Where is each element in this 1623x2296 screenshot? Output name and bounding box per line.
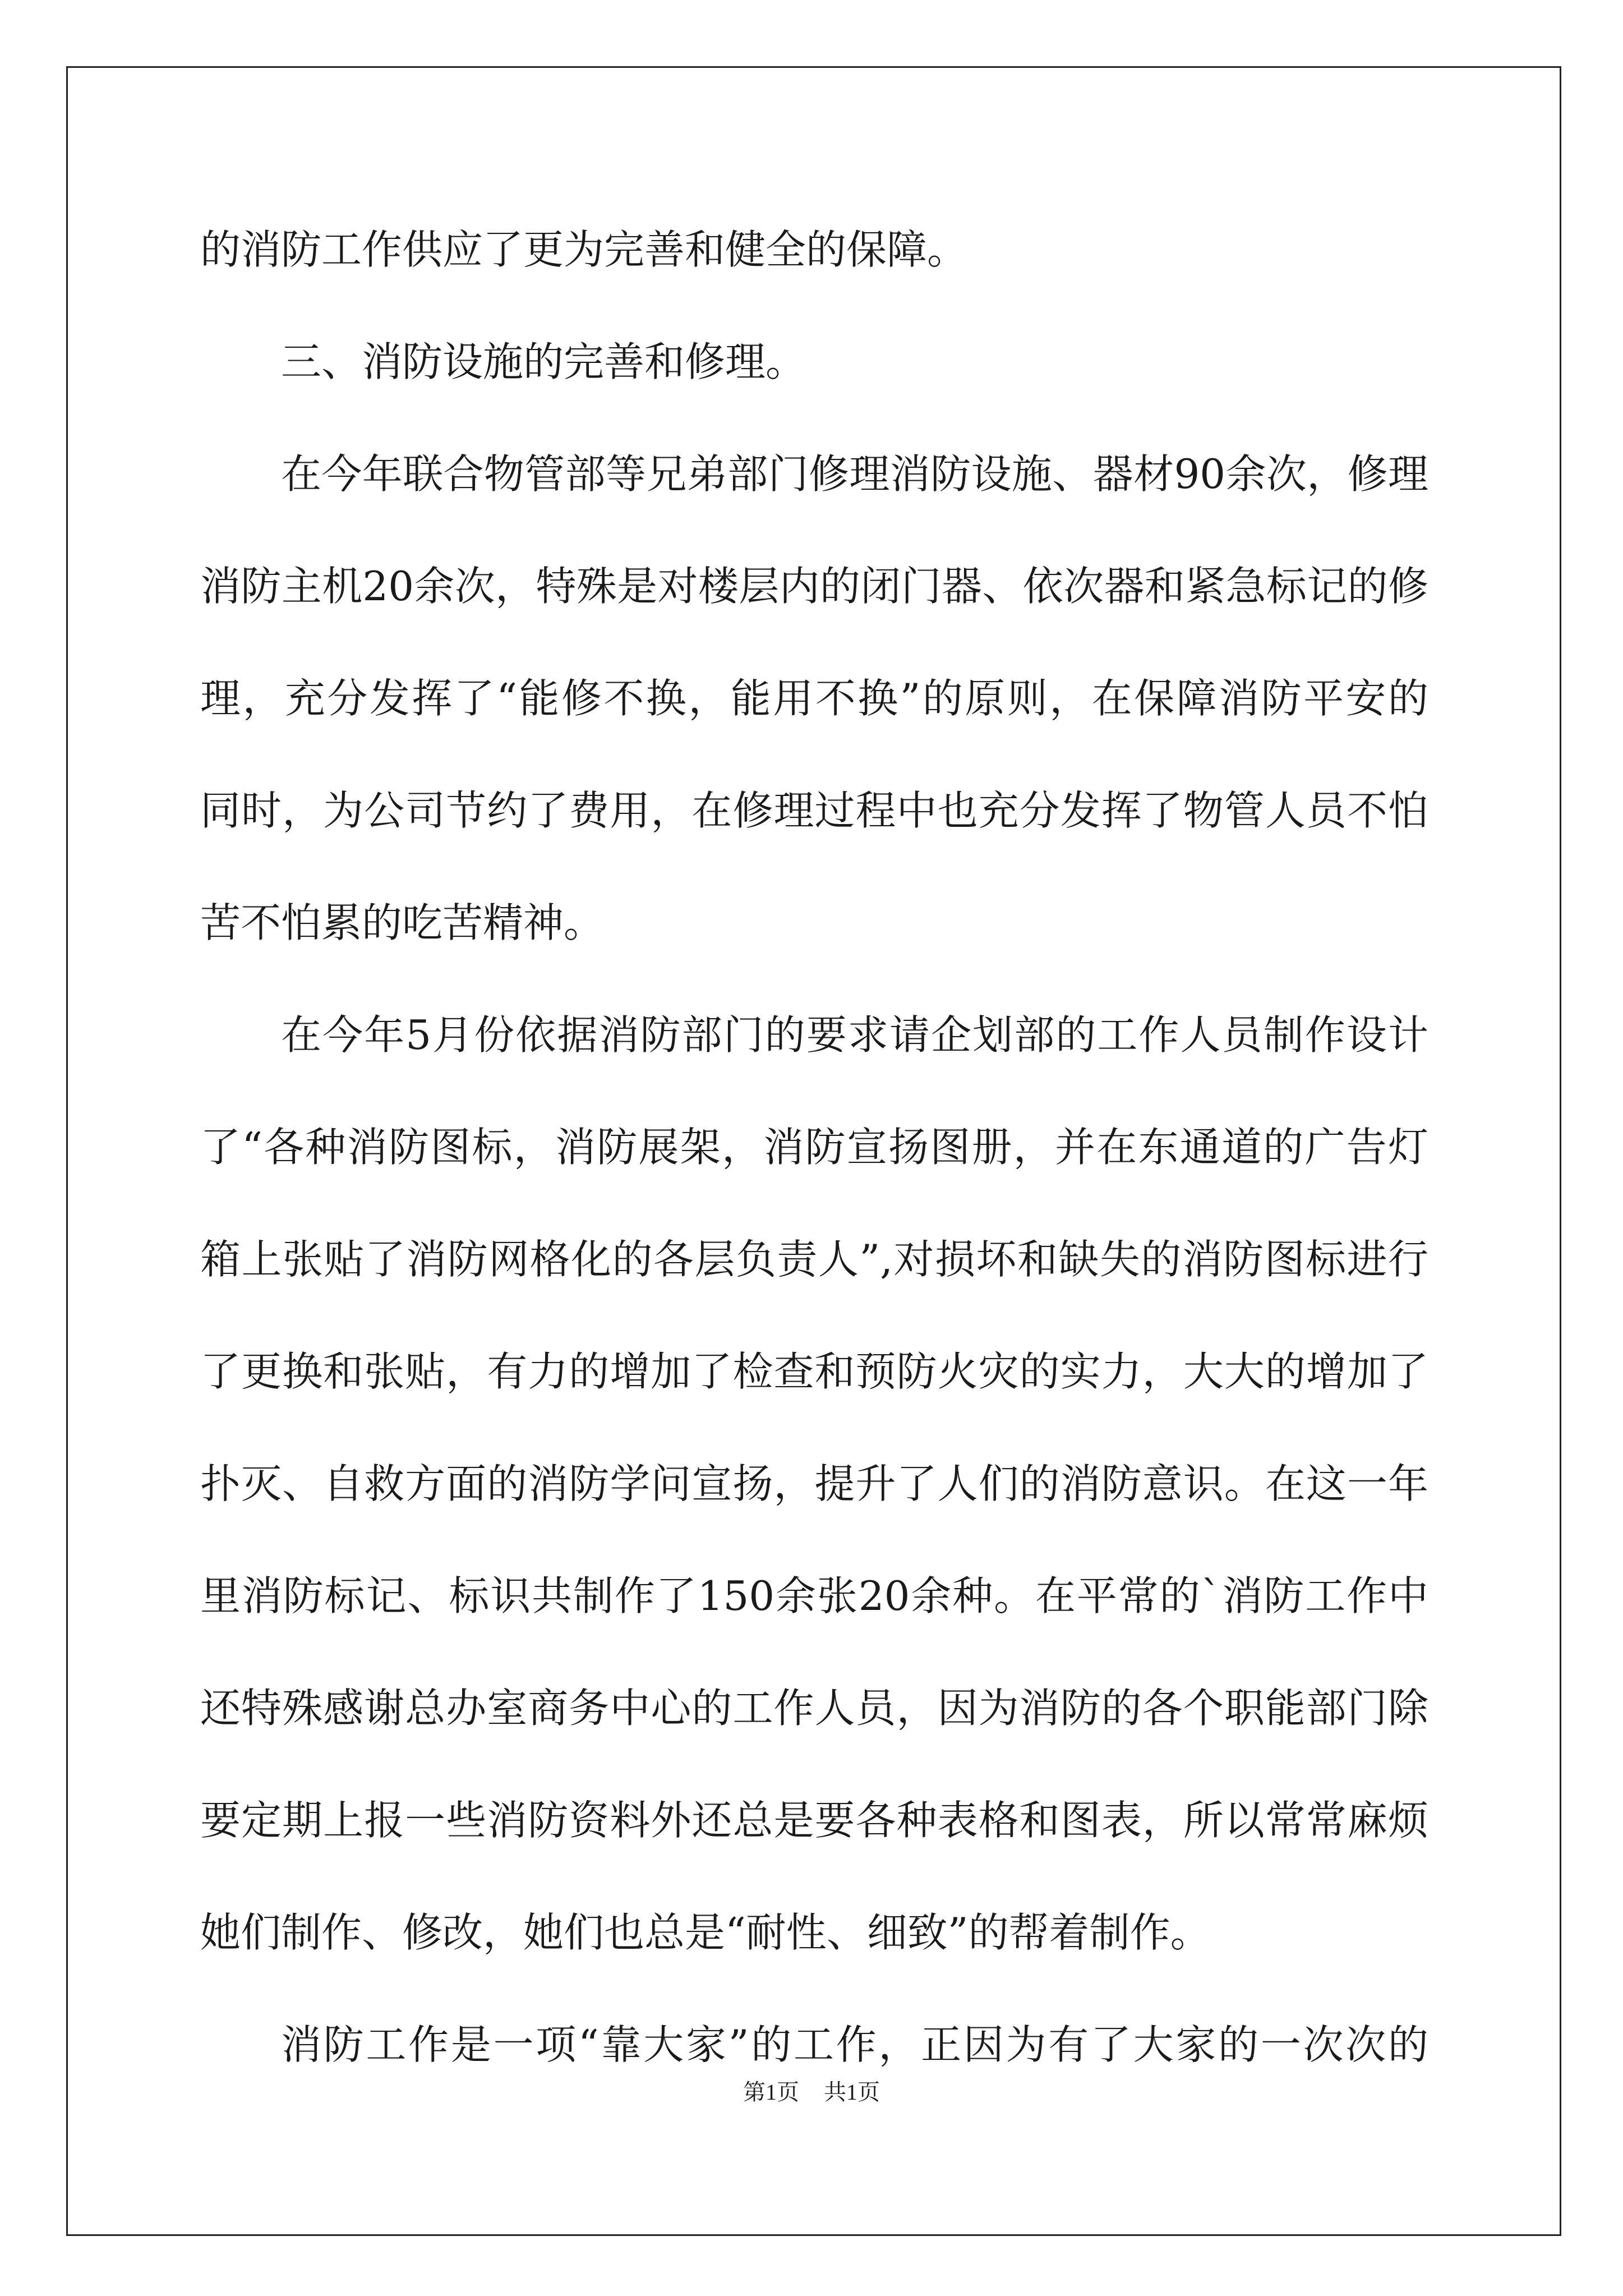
text-line: 要定期上报一些消防资料外还总是要各种表格和图表，所以常常麻烦 [200, 1797, 1428, 1844]
text-line: 她们制作、修改，她们也总是“耐性、细致”的帮着制作。 [200, 1909, 1211, 1956]
text-line: 还特殊感谢总办室商务中心的工作人员，因为消防的各个职能部门除 [200, 1685, 1428, 1732]
text-line: 在今年联合物管部等兄弟部门修理消防设施、器材90余次，修理 [281, 450, 1428, 498]
section-heading: 三、消防设施的完善和修理。 [281, 338, 806, 385]
text-line: 了更换和张贴，有力的增加了检查和预防火灾的实力，大大的增加了 [200, 1348, 1428, 1395]
text-line: 消防主机20余次，特殊是对楼层内的闭门器、依次器和紧急标记的修 [200, 563, 1428, 610]
page-footer [0, 2076, 1623, 2109]
text-line: 消防工作是一项“靠大家”的工作，正因为有了大家的一次次的 [281, 2021, 1428, 2068]
text-line: 里消防标记、标识共制作了150余张20余种。在平常的`消防工作中 [200, 1572, 1428, 1619]
text-line: 了“各种消防图标，消防展架，消防宣扬图册，并在东通道的广告灯 [200, 1124, 1428, 1171]
page-total: 共1页 [824, 2079, 880, 2105]
text-line: 箱上张贴了消防网格化的各层负责人”,对损坏和缺失的消防图标进行 [200, 1236, 1428, 1283]
document-body [200, 194, 1428, 2101]
text-line: 理，充分发挥了“能修不换，能用不换”的原则，在保障消防平安的 [200, 675, 1428, 722]
text-line: 扑灭、自救方面的消防学问宣扬，提升了人们的消防意识。在这一年 [200, 1460, 1428, 1507]
page-number: 第1页 [743, 2079, 799, 2105]
text-line: 同时，为公司节约了费用，在修理过程中也充分发挥了物管人员不怕 [200, 787, 1428, 834]
text-line: 在今年5月份依据消防部门的要求请企划部的工作人员制作设计 [281, 1011, 1428, 1059]
text-line: 苦不怕累的吃苦精神。 [200, 899, 605, 946]
text-line: 的消防工作供应了更为完善和健全的保障。 [200, 226, 968, 273]
